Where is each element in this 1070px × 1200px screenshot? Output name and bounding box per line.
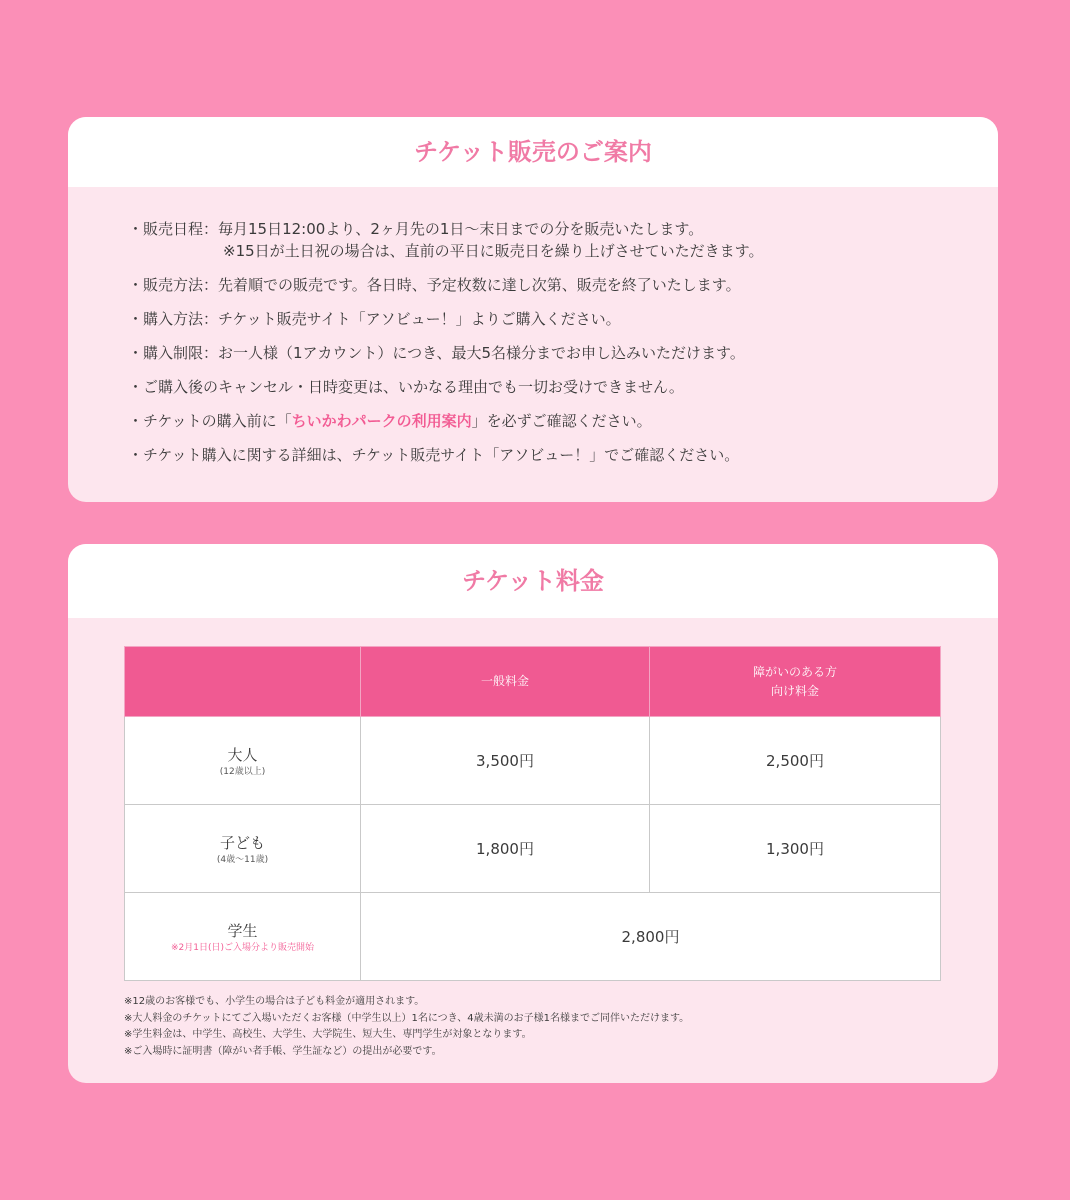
ticket-price-title: チケット料金 <box>68 544 998 618</box>
sales-info-card <box>68 117 998 502</box>
price-notes <box>124 994 689 1060</box>
category-cell <box>125 717 361 805</box>
disability-price-cell: 1,300円 <box>650 805 941 893</box>
category-name: 学生 <box>227 921 258 940</box>
note-text: ※大人料金のチケットにてご入場いただくお客様（中学生以上）1名につき、4歳未満のお子様1名様までご同伴いただけます。 <box>124 1012 690 1024</box>
category-name: 大人 <box>227 745 258 764</box>
table-row <box>125 717 941 805</box>
sales-schedule-note: ※15日が土日祝の場合は、直前の平日に販売日を繰り上げさせていただきます。 <box>223 242 764 260</box>
note-text: ※学生料金は、中学生、高校生、大学生、大学院生、短大生、専門学生が対象となります。 <box>124 1029 532 1040</box>
note-text: ※ご入場時に証明書（障がい者手帳、学生証など）の提出が必要です。 <box>124 1045 442 1057</box>
list-item: ・購入方法：チケット販売サイト「アソビュー！」よりご購入ください。 <box>128 310 621 328</box>
sales-schedule-text: ・販売日程：毎月15日12:00より、2ヶ月先の1日〜末日までの分を販売いたします。 <box>128 220 704 238</box>
sales-info-title: チケット販売のご案内 <box>68 117 998 187</box>
general-price-cell: 1,800円 <box>361 805 650 893</box>
ticket-price-card <box>68 544 998 1083</box>
usage-guide-prefix: ・チケットの購入前に「 <box>128 412 292 430</box>
note-text: ※12歳のお客様でも、小学生の場合は子ども料金が適用されます。 <box>124 996 425 1007</box>
category-cell <box>125 893 361 981</box>
header-general-price: 一般料金 <box>361 647 650 717</box>
category-age: (4歳〜11歳) <box>216 854 269 865</box>
list-item: ・販売方法：先着順での販売です。各日時、予定枚数に達し次第、販売を終了いたします。 <box>128 276 741 294</box>
category-cell <box>125 805 361 893</box>
price-table-header-row <box>125 647 941 717</box>
table-row <box>125 893 941 981</box>
student-price-cell: 2,800円 <box>361 893 941 981</box>
student-sale-notice: ※2月1日(日)ご入場分より販売開始 <box>170 942 315 953</box>
general-price-cell: 3,500円 <box>361 717 650 805</box>
header-disability-line1: 障がいのある方 <box>752 664 837 679</box>
header-disability-price <box>650 647 941 717</box>
sales-info-list <box>68 187 998 466</box>
category-age: (12歳以上) <box>219 766 266 777</box>
list-item: ・購入制限：お一人様（1アカウント）につき、最大5名様分までお申し込みいただけます。 <box>128 344 745 362</box>
disability-price-cell: 2,500円 <box>650 717 941 805</box>
header-disability-line2: 向け料金 <box>770 683 819 698</box>
list-item <box>128 218 998 262</box>
list-item <box>128 410 998 432</box>
table-row <box>125 805 941 893</box>
header-empty-cell <box>125 647 361 717</box>
list-item: ・ご購入後のキャンセル・日時変更は、いかなる理由でも一切お受けできません。 <box>128 378 684 396</box>
category-name: 子ども <box>219 833 265 852</box>
list-item: ・チケット購入に関する詳細は、チケット販売サイト「アソビュー！」でご確認ください。 <box>128 446 740 464</box>
price-table <box>124 646 941 981</box>
usage-guide-suffix: 」を必ずご確認ください。 <box>471 412 652 430</box>
usage-guide-link[interactable]: ちいかわパークの利用案内 <box>291 412 472 430</box>
